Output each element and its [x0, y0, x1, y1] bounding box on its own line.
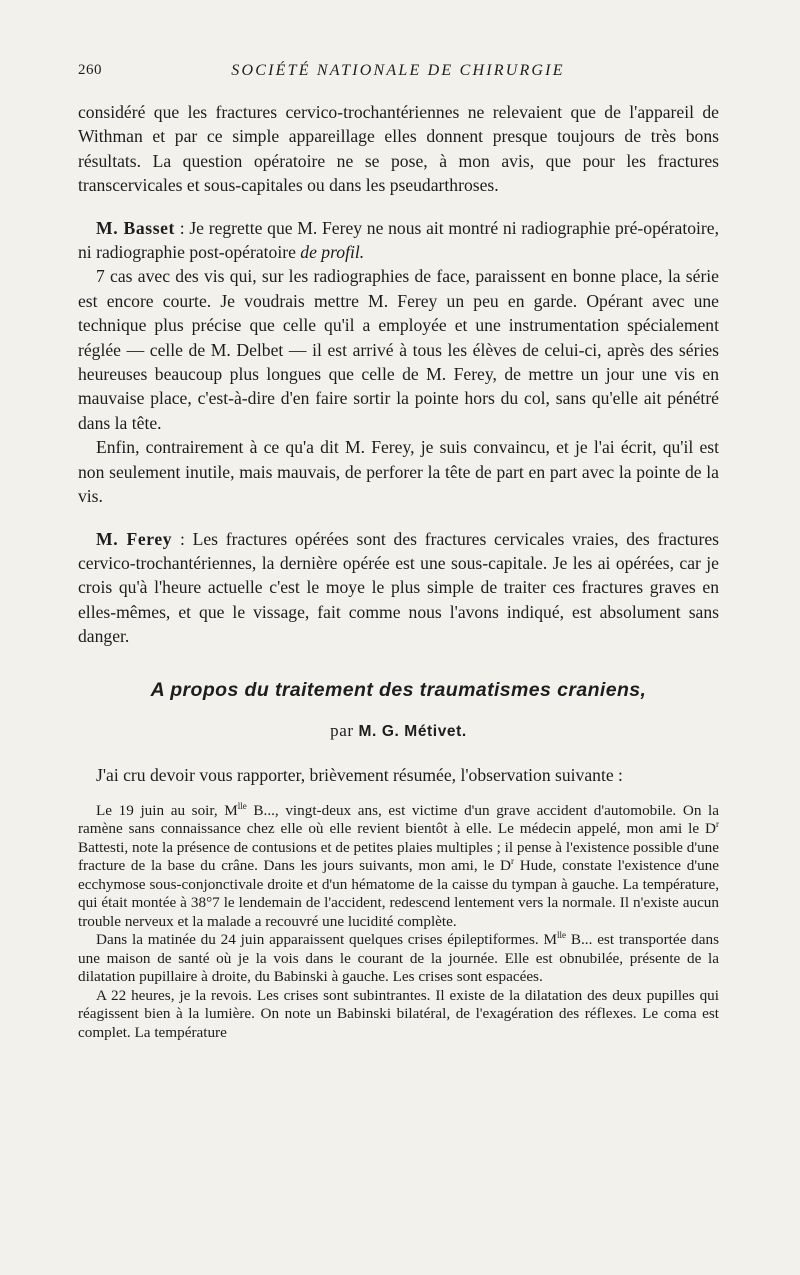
text-run: Hude, constate l'existence d'une ecchymose sous-conjonctivale droite et d'un hématome de la caisse du tympan à gauche. La température, qui était montée à 38°7 le lendemain de l'accident, redescend lentement vers la normale. Il n'existe aucun trouble nerveux et la malade a recouvré une lucidité complète.: [78, 857, 719, 930]
text-run: B..., vingt-deux ans, est victime d'un grave accident d'automobile. On la ramène sans connaissance chez elle où elle revient bientôt à elle. Le médecin appelé, mon ami le D: [78, 801, 719, 838]
superscript: lle: [237, 800, 247, 811]
text-run: B... est transportée dans une maison de santé où je la vois dans le courant de la journée. Elle est obnubilée, présente de la dilatation pupillaire à droite, du Babinski à gauche. Les crises sont espacées.: [78, 931, 720, 986]
page-body: [78, 100, 719, 1042]
text-run: Battesti, note la présence de contusions et de petites plaies multiples ; il pense à l'existence possible d'une fracture de la base du crâne. Dans les jours suivants, mon ami, le D: [78, 838, 719, 875]
byline-prefix: par: [330, 720, 359, 740]
italic-text: de profil.: [300, 242, 365, 263]
superscript: lle: [557, 930, 567, 941]
section-title: A propos du traitement des traumatismes craniens,: [150, 678, 647, 701]
speaker-name: M. Ferey: [96, 528, 173, 549]
paragraph-text: : Je regrette que M. Ferey ne nous ait montré ni radiographie pré-opératoire, ni radiographie post-opératoire: [78, 217, 719, 263]
section-byline: [78, 721, 719, 741]
paragraph-enfin: Enfin, contrairement à ce qu'a dit M. Ferey, je suis convaincu, et je l'ai écrit, qu'il est non seulement inutile, mais mauvais, de perforer la tête de part en part avec la pointe de la vis.: [78, 437, 719, 507]
paragraph-ferey: [78, 527, 719, 649]
text-run: Le 19 juin au soir, M: [96, 801, 238, 819]
paragraph-intro: J'ai cru devoir vous rapporter, brièvement résumée, l'observation suivante :: [96, 764, 623, 785]
text-run: Dans la matinée du 24 juin apparaissent quelques crises épileptiformes. M: [96, 931, 558, 949]
superscript: r: [716, 819, 719, 830]
superscript: r: [511, 856, 515, 867]
observation-paragraph-3: A 22 heures, je la revois. Les crises sont subintrantes. Il existe de la dilatation des deux pupilles qui réagissent bien à la lumière. On note un Babinski bilatéral, de l'exagération des réflexes. Le coma est complet. La température: [78, 986, 719, 1041]
byline-author: M. G. Métivet.: [358, 722, 467, 740]
page-header: [78, 62, 718, 86]
page-number: 260: [78, 62, 102, 78]
observation-paragraph-1: [78, 802, 719, 932]
observation-paragraph-2: [78, 931, 719, 987]
paragraph-cases: 7 cas avec des vis qui, sur les radiographies de face, paraissent en bonne place, la série est encore courte. Je voudrais mettre M. Ferey un peu en garde. Opérant avec une technique plus précise que celle qu'il a employée et une instrumentation spécialement réglée — celle de M. Delbet — il est arrivé à tous les élèves de celui-ci, après des séries heureuses beaucoup plus longues que celle de M. Ferey, de mettre un jour une vis en mauvaise place, c'est-à-dire d'en faire sortir la pointe hors du col, sans qu'elle ait pénétré dans la tête.: [78, 266, 719, 433]
speaker-name: M. Basset: [96, 217, 176, 238]
running-title: SOCIÉTÉ NATIONALE DE CHIRURGIE: [231, 62, 565, 79]
paragraph-basset: [78, 216, 719, 265]
paragraph-continuation: considéré que les fractures cervico-trochantériennes ne relevaient que de l'appareil de Withman et par ce simple appareillage elles donnent presque toujours de très bons résultats. La question opératoire ne se pose, à mon avis, que pour les fractures transcervicales et sous-capitales ou dans les pseudarthroses.: [78, 102, 719, 196]
paragraph-text: : Les fractures opérées sont des fractures cervicales vraies, des fractures cervico-trochantériennes, la dernière opérée est une sous-capitale. Je les ai opérées, car je crois qu'à l'heure actuelle c'est le moye le plus simple de traiter ces fractures graves en elles-mêmes, et que le vissage, fait comme nous l'avons indiqué, est absolument sans danger.: [78, 528, 719, 647]
